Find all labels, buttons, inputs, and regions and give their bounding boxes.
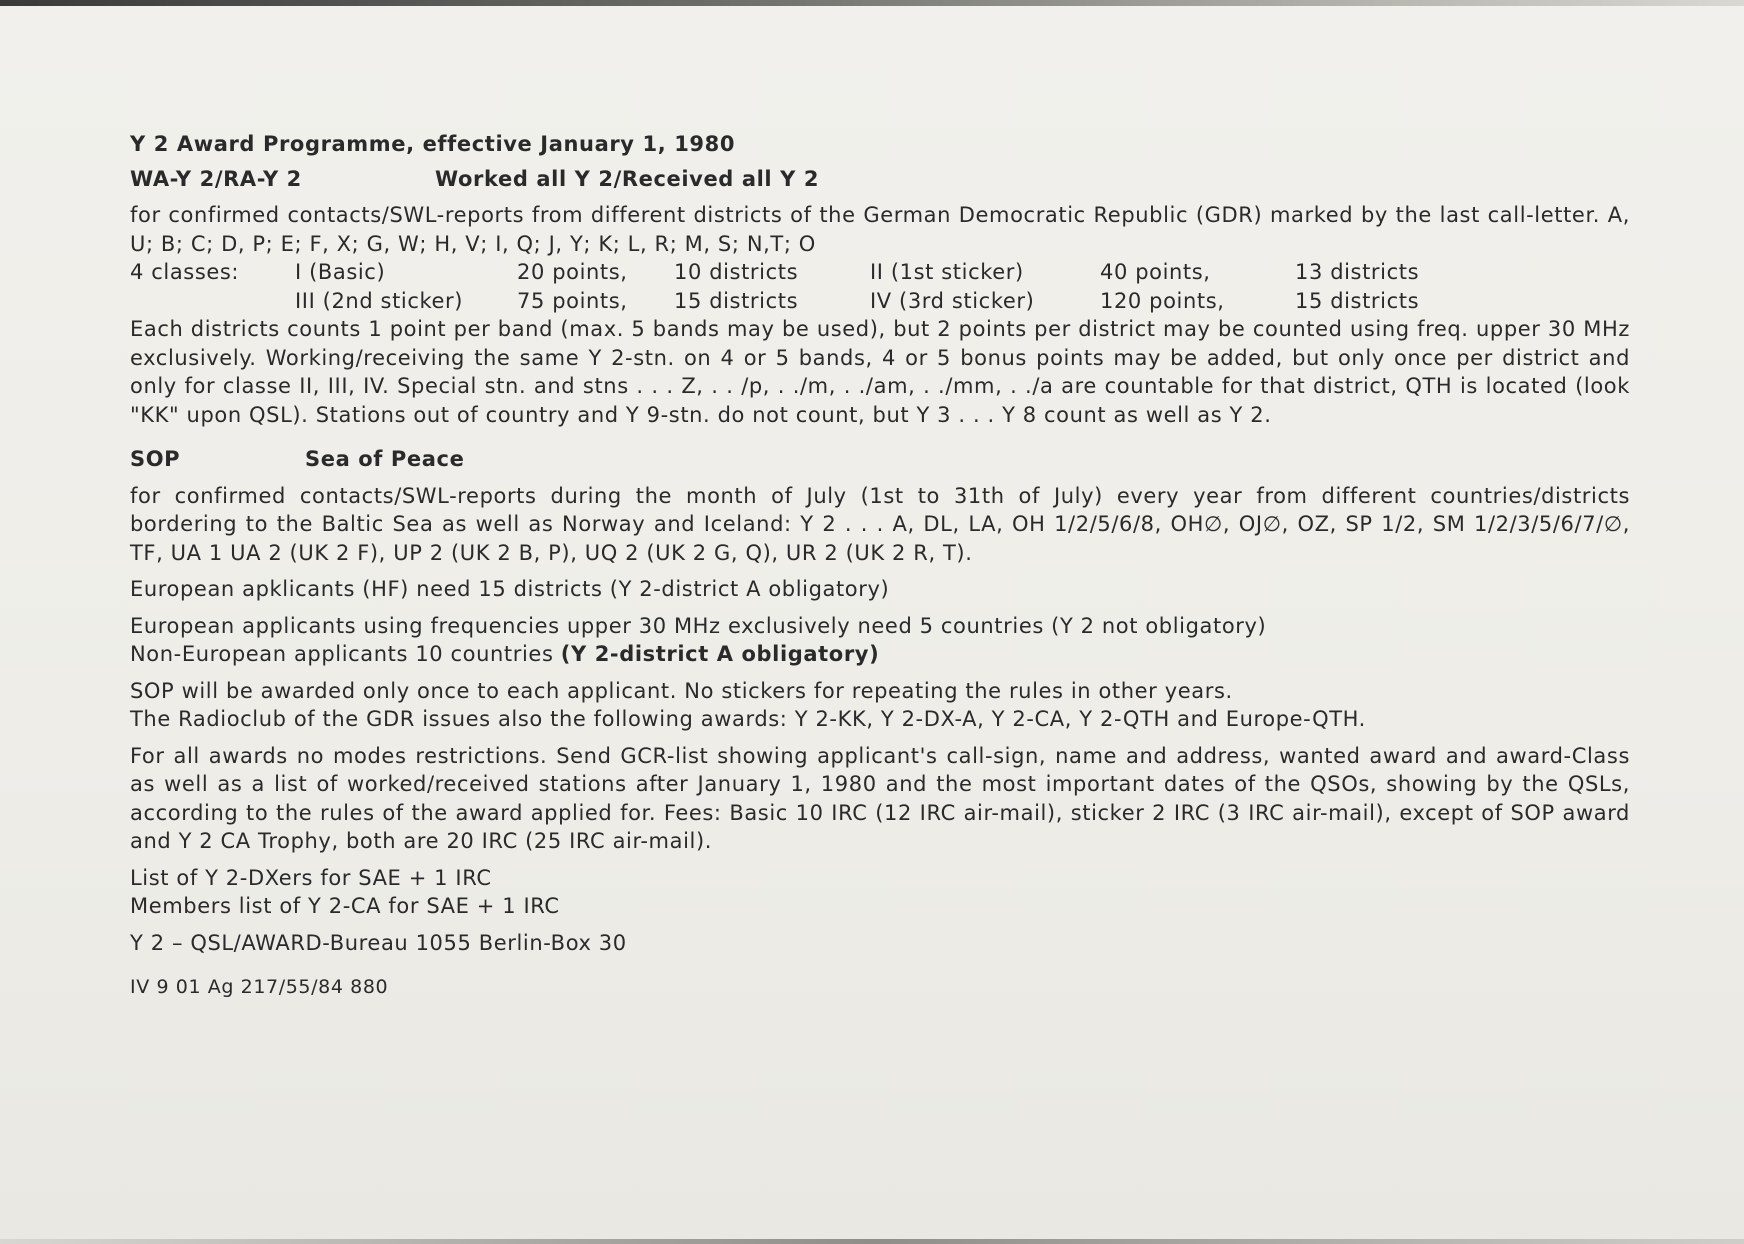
- class-points: 40 points,: [1100, 260, 1211, 284]
- class-name: II (1st sticker): [870, 260, 1024, 284]
- class-districts: 15 districts: [1295, 288, 1420, 313]
- print-code: IV 9 01 Ag 217/55/84 880: [130, 976, 389, 998]
- sop-european-hf: European apklicants (HF) need 15 districts (Y 2-district A obligatory): [130, 577, 890, 601]
- sop-once: SOP will be awarded only once to each applicant. No stickers for repeating the rules in other years.: [130, 678, 1233, 703]
- class-points: 20 points,: [517, 260, 628, 284]
- classes-label: 4 classes:: [130, 260, 240, 284]
- sop-non-european: [130, 640, 1630, 669]
- sop-heading: [130, 445, 1630, 474]
- dxers-list: List of Y 2-DXers for SAE + 1 IRC: [130, 865, 492, 890]
- members-list: Members list of Y 2-CA for SAE + 1 IRC: [130, 894, 560, 918]
- non-european-bold: (Y 2-district A obligatory): [560, 642, 880, 666]
- sop-name: Sea of Peace: [305, 447, 465, 471]
- wa-intro: for confirmed contacts/SWL-reports from different districts of the German Democratic Republic (GDR) marked by the last call-letter. A, U; B; C; D, P; E; F, X; G, W; H, V; I, Q; J, Y; K; L, R; M, S; N,T; O: [130, 203, 1630, 256]
- wa-classes-table: [130, 258, 1630, 315]
- award-text: [130, 130, 1630, 1002]
- class-districts: 13 districts: [1295, 260, 1420, 284]
- sop-intro: for confirmed contacts/SWL-reports during the month of July (1st to 31th of July) every year from different countries/districts bordering to the Baltic Sea as well as Norway and Iceland: Y 2 . . . A, DL, LA, OH 1/2/5/6/8, OH∅, OJ∅, OZ, SP 1/2, SM 1/2/3/5/6/7/∅, TF, UA 1 UA 2 (UK 2 F), UP 2 (UK 2 B, P), UQ 2 (UK 2 G, Q), UR 2 (UK 2 R, T).: [130, 483, 1630, 565]
- class-name: IV (3rd sticker): [870, 288, 1035, 313]
- wa-rules: Each districts counts 1 point per band (max. 5 bands may be used), but 2 points per district may be counted using freq. upper 30 MHz exclusively. Working/receiving the same Y 2-stn. on 4 or 5 bands, 4 or 5 bonus points may be added, but only once per district and only for classe II, III, IV. Special stn. and stns . . . Z, . . /p, . ./m, . ./am, . ./mm, . ./a are countable for that district, QTH is located (look "KK" upon QSL). Stations out of country and Y 9-stn. do not count, but Y 3 . . . Y 8 count as well as Y 2.: [130, 317, 1630, 427]
- class-points: 75 points,: [517, 288, 628, 313]
- radioclub-awards: The Radioclub of the GDR issues also the following awards: Y 2-KK, Y 2-DX-A, Y 2-CA, Y 2-QTH and Europe-QTH.: [130, 707, 1366, 731]
- general-rules: For all awards no modes restrictions. Send GCR-list showing applicant's call-sign, name and address, wanted award and award-Class as well as a list of worked/received stations after January 1, 1980 and the most important dates of the QSOs, showing by the QSLs, according to the rules of the award applied for. Fees: Basic 10 IRC (12 IRC air-mail), sticker 2 IRC (3 IRC air-mail), except of SOP award and Y 2 CA Trophy, both are 20 IRC (25 IRC air-mail).: [130, 743, 1630, 853]
- bureau-address: Y 2 – QSL/AWARD-Bureau 1055 Berlin-Box 30: [130, 930, 627, 955]
- class-name: III (2nd sticker): [295, 288, 464, 313]
- class-name: I (Basic): [295, 260, 386, 284]
- sop-european-vhf: European applicants using frequencies upper 30 MHz exclusively need 5 countries (Y 2 not obligatory): [130, 613, 1267, 638]
- classes-row: [130, 287, 1630, 316]
- wa-heading: [130, 165, 1630, 194]
- class-districts: 15 districts: [674, 288, 799, 313]
- wa-code: WA-Y 2/RA-Y 2: [130, 166, 302, 191]
- sop-code: SOP: [130, 447, 181, 471]
- page-title: Y 2 Award Programme, effective January 1, 1980: [130, 132, 736, 156]
- non-european-text: Non-European applicants 10 countries: [130, 642, 554, 666]
- classes-row: [130, 258, 1630, 287]
- class-districts: 10 districts: [674, 260, 799, 284]
- class-points: 120 points,: [1100, 288, 1225, 313]
- wa-name: Worked all Y 2/Received all Y 2: [435, 166, 820, 191]
